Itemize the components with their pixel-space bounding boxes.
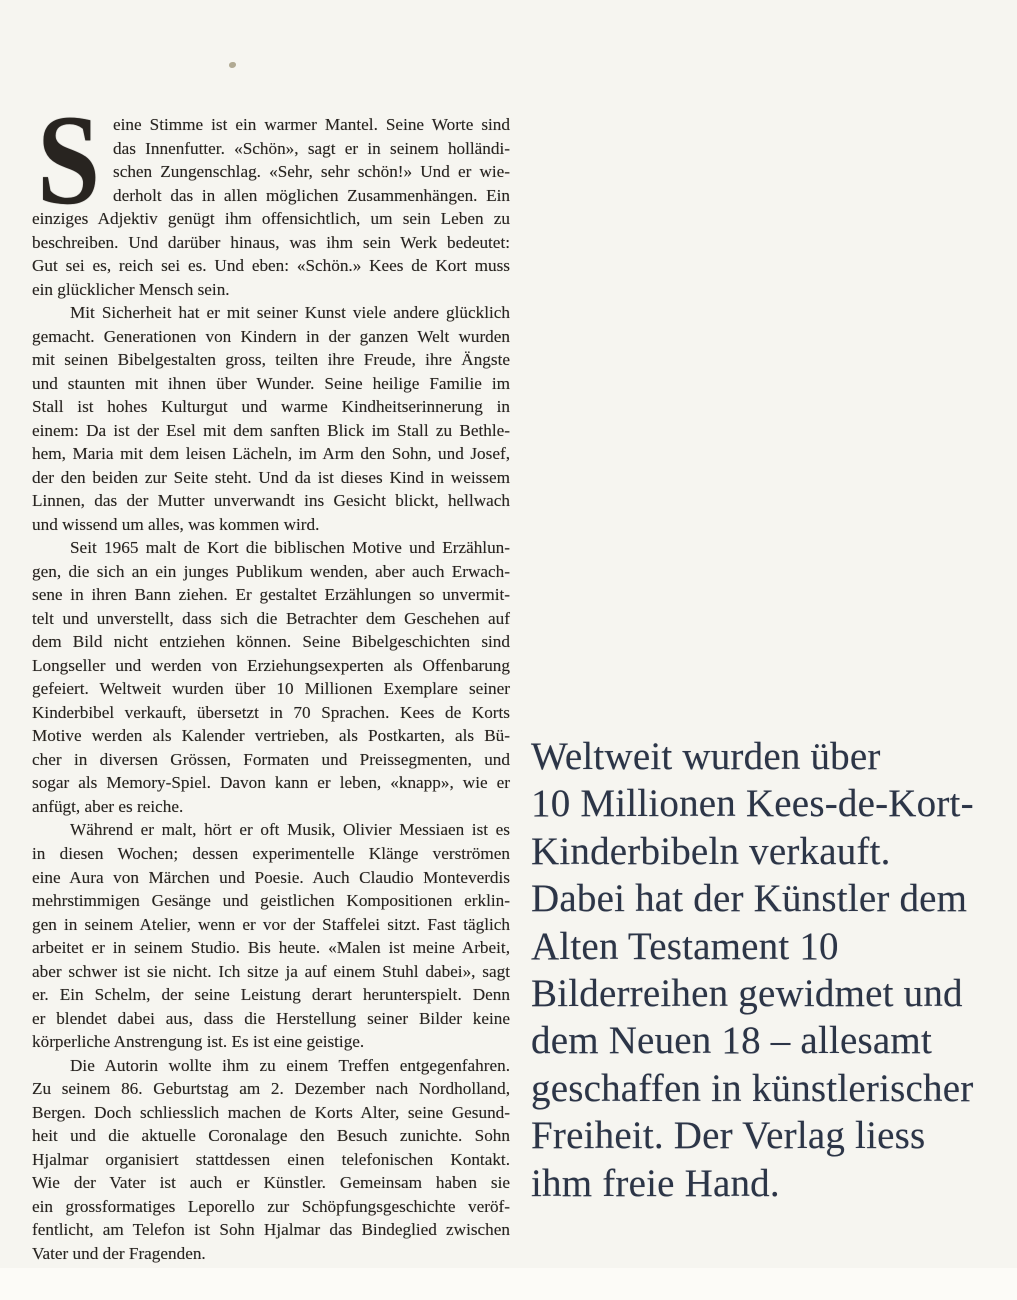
body-text-line: sene in ihren Bann ziehen. Er gestaltet Erzählungen so unvermit- — [32, 585, 510, 605]
body-text-line: sogar als Memory-Spiel. Davon kann er leben, «knapp», wie er — [32, 773, 510, 793]
body-text-line: Während er malt, hört er oft Musik, Olivier Messiaen ist es — [70, 820, 510, 840]
body-text-line: beschreiben. Und darüber hinaus, was ihm sein Werk bedeutet: — [32, 232, 510, 252]
body-text-line: einziges Adjektiv genügt ihm offensichtlich, um sein Leben zu — [32, 209, 510, 229]
body-text-line: anfügt, aber es reiche. — [32, 796, 184, 816]
pull-quote-line: Alten Testament 10 — [531, 924, 839, 968]
pull-quote-line: Dabei hat der Künstler dem — [531, 877, 968, 921]
pull-quote-line: Freiheit. Der Verlag liess — [531, 1114, 926, 1158]
body-text-line: Linnen, das der Mutter unverwandt ins Gesicht blickt, hellwach — [32, 491, 510, 511]
body-text-line: Motive werden als Kalender vertrieben, als Postkarten, als Bü- — [32, 726, 510, 746]
drop-cap-letter: S — [37, 88, 101, 231]
body-text-line: cher in diversen Grössen, Formaten und Preissegmenten, und — [32, 749, 510, 769]
body-text-line: Wie der Vater ist auch er Künstler. Gemeinsam haben sie — [32, 1173, 510, 1193]
body-text-line: Gut sei es, reich sei es. Und eben: «Schön.» Kees de Kort muss — [32, 256, 510, 276]
pull-quote-line: geschaffen in künstlerischer — [531, 1066, 974, 1110]
body-text-line: Kinderbibel verkauft, übersetzt in 70 Sprachen. Kees de Korts — [32, 702, 510, 722]
body-text-line: telt und unverstellt, dass sich die Betrachter dem Geschehen auf — [32, 608, 510, 628]
body-text-line: dem Bild nicht entziehen können. Seine Bibelgeschichten sind — [32, 632, 510, 652]
body-text-line: Die Autorin wollte ihm zu einem Treffen entgegenfahren. — [70, 1055, 510, 1075]
body-text-line: gefeiert. Weltweit wurden über 10 Millionen Exemplare seiner — [32, 679, 510, 699]
body-text-line: gen in seinem Atelier, wenn er vor der Staffelei sitzt. Fast täglich — [32, 914, 510, 934]
body-text-line: mit seinen Bibelgestalten gross, teilten ihre Freude, ihre Ängste — [32, 350, 510, 370]
body-text-line: derholt das in allen möglichen Zusammenhängen. Ein — [113, 185, 510, 205]
pull-quote-line: ihm freie Hand. — [531, 1161, 780, 1205]
body-text-line: Seit 1965 malt de Kort die biblischen Motive und Erzählun- — [70, 538, 510, 558]
drop-cap — [32, 88, 104, 231]
body-text-line: fentlicht, am Telefon ist Sohn Hjalmar das Bindeglied zwischen — [32, 1220, 510, 1240]
scan-dust-speck — [229, 62, 236, 68]
pull-quote-line: dem Neuen 18 – allesamt — [531, 1019, 932, 1063]
pull-quote-line: Bilderreihen gewidmet und — [531, 971, 963, 1015]
body-text-line: eine Stimme ist ein warmer Mantel. Seine Worte sind — [113, 115, 510, 134]
body-text-line: das Innenfutter. «Schön», sagt er in seinem holländi- — [113, 138, 510, 158]
body-text-line: ein glücklicher Mensch sein. — [32, 279, 230, 299]
body-text-line: Vater und der Fragenden. — [32, 1243, 206, 1263]
pull-quote-line: Weltweit wurden über — [531, 735, 881, 778]
body-text-line: Bergen. Doch schliesslich machen de Korts Alter, seine Gesund- — [32, 1102, 510, 1122]
body-text-line: ein grossformatiges Leporello zur Schöpfungsgeschichte veröf- — [32, 1196, 510, 1216]
body-text-line: arbeitet er in seinem Studio. Bis heute. «Malen ist meine Arbeit, — [32, 938, 510, 958]
body-text-line: einem: Da ist der Esel mit dem sanften Blick im Stall zu Bethle- — [32, 420, 510, 440]
body-text-line: gen, die sich an ein junges Publikum wenden, aber auch Erwach- — [32, 561, 510, 581]
body-text-line: Longseller und werden von Erziehungsexperten als Offenbarung — [32, 655, 510, 675]
body-text-line: hem, Maria mit dem leisen Lächeln, im Arm den Sohn, und Josef, — [32, 444, 510, 464]
article-body-column — [32, 88, 510, 1265]
scan-bottom-edge — [0, 1268, 1017, 1300]
body-text-line: schen Zungenschlag. «Sehr, sehr schön!» Und er wie- — [113, 162, 510, 182]
body-text-line: aber schwer ist sie nicht. Ich sitze ja auf einem Stuhl dabei», sagt — [32, 961, 510, 981]
body-text-line: der den beiden zur Seite steht. Und da ist dieses Kind in weissem — [32, 467, 510, 487]
body-text-line: Hjalmar organisiert stattdessen einen telefonischen Kontakt. — [32, 1149, 510, 1169]
body-text-line: er blendet dabei aus, dass die Herstellung seiner Bilder keine — [32, 1008, 510, 1028]
body-text-line: heit und die aktuelle Coronalage den Besuch zunichte. Sohn — [32, 1126, 510, 1146]
body-text-line: eine Aura von Märchen und Poesie. Auch Claudio Monteverdis — [32, 867, 510, 887]
body-text-line: Stall ist hohes Kulturgut und warme Kindheitserinnerung in — [32, 397, 510, 417]
body-text-line: und staunten mit ihnen über Wunder. Seine heilige Familie im — [32, 373, 510, 393]
body-text-line: er. Ein Schelm, der seine Leistung derart herunterspielt. Denn — [32, 985, 510, 1005]
body-text-line: Zu seinem 86. Geburtstag am 2. Dezember nach Nordholland, — [32, 1079, 510, 1099]
body-text-line: gemacht. Generationen von Kindern in der ganzen Welt wurden — [32, 326, 510, 346]
body-text-line: körperliche Anstrengung ist. Es ist eine geistige. — [32, 1032, 365, 1052]
body-text-line: mehrstimmigen Gesänge und geistlichen Kompositionen erklin- — [32, 891, 510, 911]
pull-quote-line: 10 Millionen Kees-de-Kort- — [531, 782, 974, 826]
body-text-line: in diesen Wochen; dessen experimentelle Klänge verströmen — [32, 843, 510, 863]
body-text-line: und wissend um alles, was kommen wird. — [32, 514, 320, 534]
pull-quote — [531, 733, 1017, 1207]
body-text-line: Mit Sicherheit hat er mit seiner Kunst viele andere glücklich — [70, 303, 510, 323]
pull-quote-line: Kinderbibeln verkauft. — [531, 829, 891, 873]
